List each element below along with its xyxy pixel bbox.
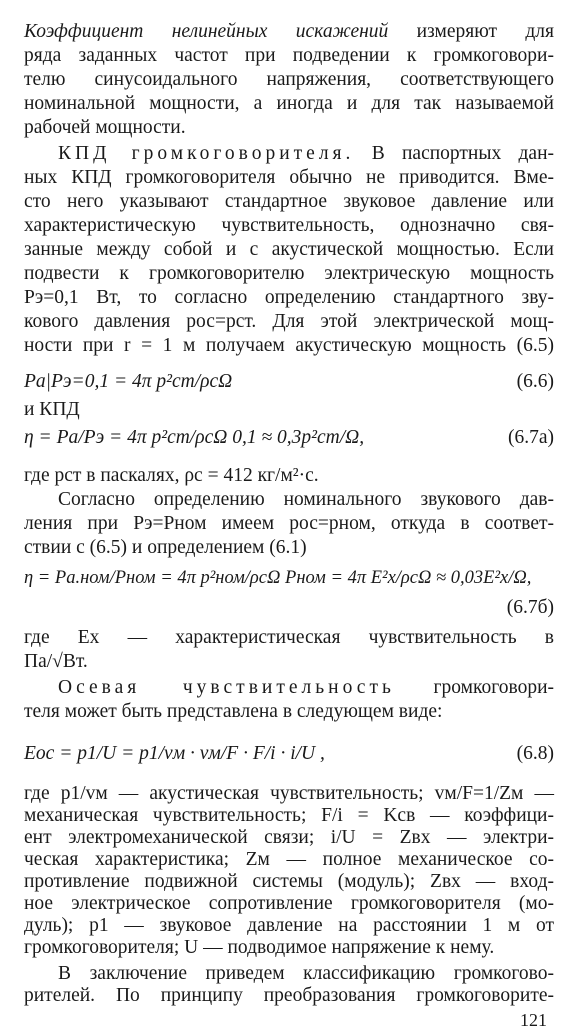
text-line: ное электрическое сопротивление громкоговорителя (мо-	[24, 893, 554, 914]
section-heading-line: КПД громкоговорителя. В паспортных дан-	[58, 143, 554, 164]
text-line: кового давления pос=pст. Для этой электрической мощ-	[24, 311, 554, 332]
text-line: ствии с (6.5) и определением (6.1)	[24, 537, 307, 558]
text-line: рителей. По принципу преобразования громкоговорите-	[24, 985, 554, 1006]
page-number: 121	[520, 1010, 547, 1030]
text-line: характеристическую чувствительность, однозначно свя-	[24, 215, 554, 236]
heading-axial-sensitivity: Осевая чувствительность	[58, 677, 395, 698]
equation-number: (6.8)	[516, 743, 554, 764]
equation-number: (6.7а)	[507, 427, 554, 448]
text-line: ности при r = 1 м получаем акустическую мощность (6.5)	[24, 335, 554, 356]
equation-6-7a	[24, 426, 554, 450]
equation-body: Eос = p1/U = p1/vм · vм/F · F/i · i/U ,	[24, 743, 325, 764]
text-line: сто него указывают стандартное звуковое давление или	[24, 191, 554, 212]
equation-number: (6.7б)	[506, 597, 554, 618]
section-heading-line: Осевая чувствительность громкоговори-	[58, 677, 554, 698]
text-line: Согласно определению номинального звукового дав-	[58, 489, 554, 510]
equation-number: (6.6)	[516, 371, 554, 392]
text-line: ент электромеханической связи; i/U = Zвх — электри-	[24, 827, 554, 848]
text-line: где p1/vм — акустическая чувствительность; vм/F=1/Zм —	[24, 783, 554, 804]
text-line: ления при Pэ=Pном имеем pос=pном, откуда в соответ-	[24, 513, 554, 534]
equation-6-6	[24, 370, 554, 394]
text-line: ряда заданных частот при подведении к громкоговори-	[24, 45, 554, 66]
term-nonlinear-distortion: Коэффициент нелинейных искажений	[24, 21, 389, 42]
equation-body: Pа|Pэ=0,1 = 4π p²ст/ρcΩ	[24, 371, 233, 392]
text-line: дуль); p1 — звуковое давление на расстоянии 1 м от	[24, 915, 554, 936]
text-line: противление подвижной системы (модуль); Zвх — вход-	[24, 871, 554, 892]
text-line: номинальной мощности, а иногда и для так называемой	[24, 93, 554, 114]
text-line: Коэффициент нелинейных искажений измеряют для	[24, 21, 554, 42]
equation-6-8	[24, 742, 554, 766]
text-line: механическая чувствительность; F/i = Kсв — коэффици-	[24, 805, 554, 826]
text-line: Pэ=0,1 Вт, то согласно определению стандартного зву-	[24, 287, 554, 308]
heading-kpd: КПД громкоговорителя.	[58, 143, 355, 164]
text-line: где pст в паскалях, ρc = 412 кг/м²·с.	[24, 465, 319, 486]
text-line: громкоговорителя; U — подводимое напряжение к нему.	[24, 937, 495, 958]
text-line: где Ex — характеристическая чувствительность в	[24, 627, 554, 648]
text-line: подвести к громкоговорителю электрическую мощность	[24, 263, 554, 284]
text-line: теля может быть представлена в следующем виде:	[24, 701, 443, 722]
text-line: Па/√Вт.	[24, 651, 88, 672]
equation-body: η = Pа/Pэ = 4π p²ст/ρcΩ 0,1 ≈ 0,3p²ст/Ω,	[24, 427, 365, 448]
text-line: ческая характеристика; Zм — полное механическое со-	[24, 849, 554, 870]
text-line: ных КПД громкоговорителя обычно не приводится. Вме-	[24, 167, 554, 188]
text-line: В заключение приведем классификацию громкогово-	[58, 963, 554, 984]
equation-6-7b: η = Pа.ном/Pном = 4π p²ном/ρcΩ Pном = 4π E²x/ρcΩ ≈ 0,03E²x/Ω,	[24, 568, 532, 588]
text-line: телю синусоидального напряжения, соответствующего	[24, 69, 554, 90]
text-line: занные между собой и с акустической мощностью. Если	[24, 239, 554, 260]
text-line: рабочей мощности.	[24, 117, 186, 138]
text-line: и КПД	[24, 399, 80, 420]
